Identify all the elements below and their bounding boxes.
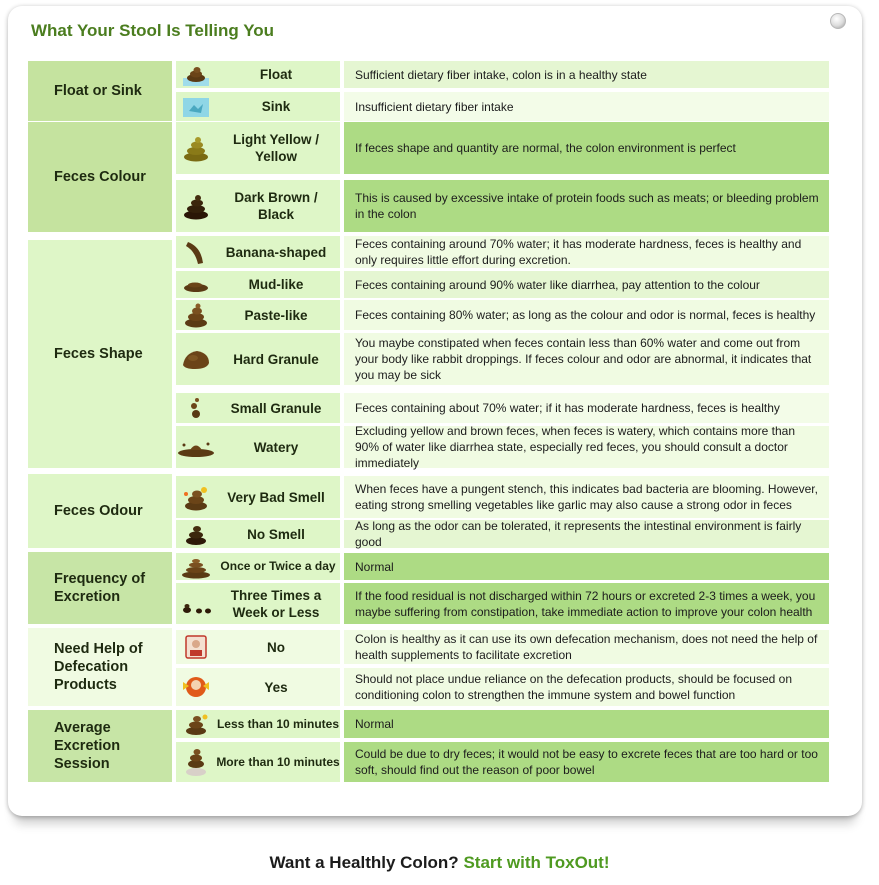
smelly-stool-icon: [176, 482, 216, 512]
mud-stool-icon: [176, 275, 216, 295]
category-average-excretion-session: Average Excretion Session: [28, 710, 172, 782]
character-yes-icon: [176, 672, 216, 702]
stool-pile-icon: [176, 555, 216, 579]
row-desc-once-or-twice: Normal: [344, 553, 829, 580]
row-name-very-bad-smell: Very Bad Smell: [176, 476, 340, 518]
row-name-hard-granule: Hard Granule: [176, 333, 340, 385]
cta-banner[interactable]: [0, 853, 879, 873]
slow-stool-icon: [176, 746, 216, 778]
row-desc-yes: Should not place undue reliance on the defecation products, should be focused on conditioning colon to strengthen the immune system and bowel function: [344, 668, 829, 706]
row-desc-watery: Excluding yellow and brown feces, when feces is watery, which contains more than 90% of water like diarrhea state, especially red feces, you should consult a doctor immediately: [344, 426, 829, 468]
close-icon[interactable]: [830, 13, 846, 29]
row-name-watery: Watery: [176, 426, 340, 468]
row-name-paste-like: Paste-like: [176, 300, 340, 330]
no-smell-stool-icon: [176, 521, 216, 547]
row-name-mud-like: Mud-like: [176, 271, 340, 298]
small-granule-icon: [176, 395, 216, 421]
row-desc-float: Sufficient dietary fiber intake, colon is in a healthy state: [344, 61, 829, 88]
paste-stool-icon: [176, 301, 216, 329]
small-stools-icon: [176, 592, 216, 616]
category-float-or-sink: Float or Sink: [28, 61, 172, 121]
cta-text: Want a Healthly Colon?: [269, 853, 459, 872]
category-need-help: Need Help of Defecation Products: [28, 628, 172, 706]
row-name-once-or-twice: Once or Twice a day: [176, 553, 340, 580]
row-name-small-granule: Small Granule: [176, 393, 340, 423]
row-name-no: No: [176, 630, 340, 664]
quick-stool-icon: [176, 711, 216, 737]
row-desc-no-smell: As long as the odor can be tolerated, it represents the intestinal environment is fairly good: [344, 520, 829, 548]
cta-accent-link[interactable]: Start with ToxOut!: [463, 853, 610, 872]
row-name-yes: Yes: [176, 668, 340, 706]
row-desc-banana: Feces containing around 70% water; it has moderate hardness, feces is healthy and only requires little effort during excretion.: [344, 236, 829, 268]
row-desc-dark-brown: This is caused by excessive intake of protein foods such as meats; or bleeding problem in the colon: [344, 180, 829, 232]
row-name-no-smell: No Smell: [176, 520, 340, 548]
category-frequency-of-excretion: Frequency of Excretion: [28, 552, 172, 624]
row-name-less-than-10: Less than 10 minutes: [176, 710, 340, 738]
row-desc-paste-like: Feces containing 80% water; as long as the colour and odor is normal, feces is healthy: [344, 300, 829, 330]
row-name-dark-brown: Dark Brown / Black: [176, 180, 340, 232]
category-feces-odour: Feces Odour: [28, 474, 172, 548]
row-desc-very-bad-smell: When feces have a pungent stench, this indicates bad bacteria are blooming. However, eating strong smelling vegetables like garlic may also cause a strong odor in feces: [344, 476, 829, 518]
row-name-more-than-10: More than 10 minutes: [176, 742, 340, 782]
dark-stool-icon: [176, 191, 216, 221]
row-desc-small-granule: Feces containing about 70% water; if it has moderate hardness, feces is healthy: [344, 393, 829, 423]
row-name-sink: Sink: [176, 92, 340, 121]
row-name-banana: Banana-shaped: [176, 236, 340, 268]
row-desc-light-yellow: If feces shape and quantity are normal, the colon environment is perfect: [344, 122, 829, 174]
light-stool-icon: [176, 133, 216, 163]
character-no-icon: [176, 632, 216, 662]
row-name-light-yellow: Light Yellow / Yellow: [176, 122, 340, 174]
row-desc-three-times: If the food residual is not discharged within 72 hours or excreted 2-3 times a week, you maybe suffering from constipation, take immediate action to improve your colon health: [344, 583, 829, 624]
floating-stool-icon: [176, 63, 216, 87]
page-title: What Your Stool Is Telling You: [31, 21, 275, 40]
row-desc-sink: Insufficient dietary fiber intake: [344, 92, 829, 121]
row-name-three-times: Three Times a Week or Less: [176, 583, 340, 624]
row-name-float: Float: [176, 61, 340, 88]
row-desc-less-than-10: Normal: [344, 710, 829, 738]
row-desc-hard-granule: You maybe constipated when feces contain less than 60% water and come out from your body like rabbit droppings. If feces colour and odor are abnormal, it indicates that you may be sick: [344, 333, 829, 385]
watery-stool-icon: [176, 435, 216, 459]
category-feces-shape: Feces Shape: [28, 240, 172, 468]
row-desc-mud-like: Feces containing around 90% water like diarrhea, pay attention to the colour: [344, 271, 829, 298]
banana-stool-icon: [176, 237, 216, 267]
row-desc-no: Colon is healthy as it can use its own defecation mechanism, does not need the help of health supplements to facilitate excretion: [344, 630, 829, 664]
category-feces-colour: Feces Colour: [28, 122, 172, 232]
granule-stool-icon: [176, 345, 216, 373]
sinking-stool-icon: [176, 95, 216, 119]
row-desc-more-than-10: Could be due to dry feces; it would not be easy to excrete feces that are too hard or too soft, should find out the reason of poor bowel: [344, 742, 829, 782]
